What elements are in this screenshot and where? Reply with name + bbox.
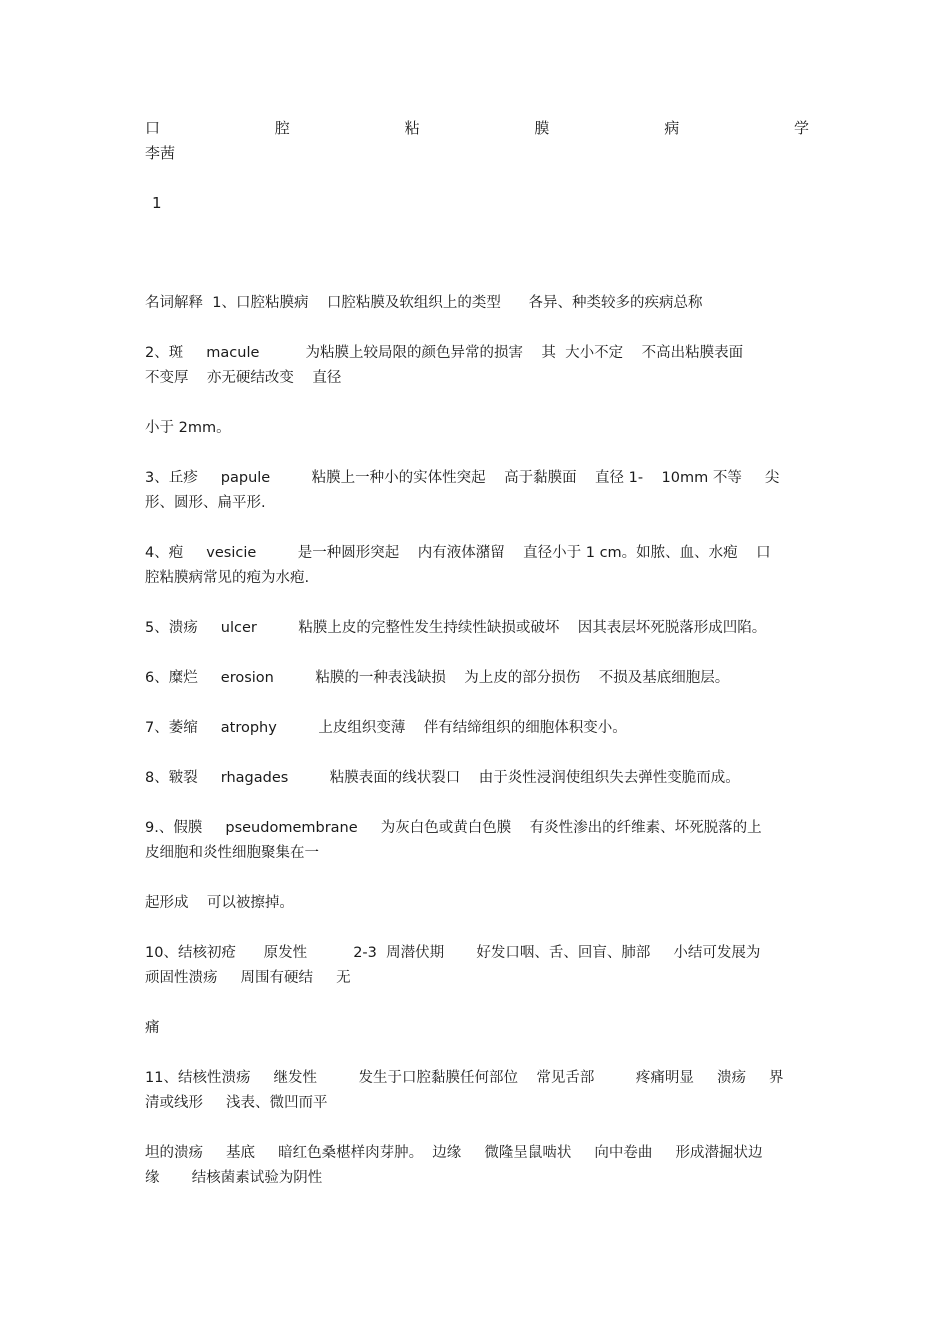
paragraph: 10、结核初疮 原发性 2-3 周潜伏期 好发口咽、舌、回盲、肺部 小结可发展为 顽固性溃疡 周围有硬结 无 bbox=[145, 945, 761, 986]
page-number: 1 bbox=[152, 194, 162, 212]
paragraph: 坦的溃疡 基底 暗红色桑椹样肉芽肿。 边缘 微隆呈鼠啮状 向中卷曲 形成潜掘状边 缘 结核菌素试验为阴性 bbox=[145, 1145, 763, 1186]
paragraph: 7、萎缩 atrophy 上皮组织变薄 伴有结缔组织的细胞体积变小。 bbox=[145, 720, 627, 736]
paragraph: 小于 2mm。 bbox=[145, 420, 231, 436]
paragraph: 11、结核性溃疡 继发性 发生于口腔黏膜任何部位 常见舌部 疼痛明显 溃疡 界 清或线形 浅表、微凹而平 bbox=[145, 1070, 784, 1111]
paragraph: 名词解释 1、口腔粘膜病 口腔粘膜及软组织上的类型 各异、种类较多的疾病总称 bbox=[145, 295, 703, 311]
title-char: 口 bbox=[145, 119, 161, 137]
paragraph: 起形成 可以被擦掉。 bbox=[145, 895, 294, 911]
title-char: 病 bbox=[664, 119, 680, 137]
title-char: 膜 bbox=[534, 119, 550, 137]
document-body bbox=[145, 291, 825, 1191]
paragraph: 3、丘疹 papule 粘膜上一种小的实体性突起 高于黏膜面 直径 1- 10mm 不等 尖 形、圆形、扁平形. bbox=[145, 470, 780, 511]
title-char: 腔 bbox=[274, 119, 290, 137]
paragraph: 2、斑 macule 为粘膜上较局限的颜色异常的损害 其 大小不定 不高出粘膜表面 不变厚 亦无硬结改变 直径 bbox=[145, 345, 744, 386]
document-title bbox=[145, 118, 809, 138]
paragraph: 6、糜烂 erosion 粘膜的一种表浅缺损 为上皮的部分损伤 不损及基底细胞层。 bbox=[145, 670, 730, 686]
paragraph: 9.、假膜 pseudomembrane 为灰白色或黄白色膜 有炎性渗出的纤维素、坏死脱落的上 皮细胞和炎性细胞聚集在一 bbox=[145, 820, 762, 861]
title-char: 粘 bbox=[404, 119, 420, 137]
paragraph: 8、皲裂 rhagades 粘膜表面的线状裂口 由于炎性浸润使组织失去弹性变脆而成。 bbox=[145, 770, 740, 786]
paragraph: 痛 bbox=[145, 1020, 160, 1036]
paragraph: 5、溃疡 ulcer 粘膜上皮的完整性发生持续性缺损或破坏 因其表层坏死脱落形成凹陷。 bbox=[145, 620, 767, 636]
author-name: 李茜 bbox=[145, 144, 176, 162]
paragraph: 4、疱 vesicie 是一种圆形突起 内有液体潴留 直径小于 1 cm。如脓、血、水疱 口 腔粘膜病常见的疱为水疱. bbox=[145, 545, 771, 586]
title-char: 学 bbox=[793, 119, 809, 137]
